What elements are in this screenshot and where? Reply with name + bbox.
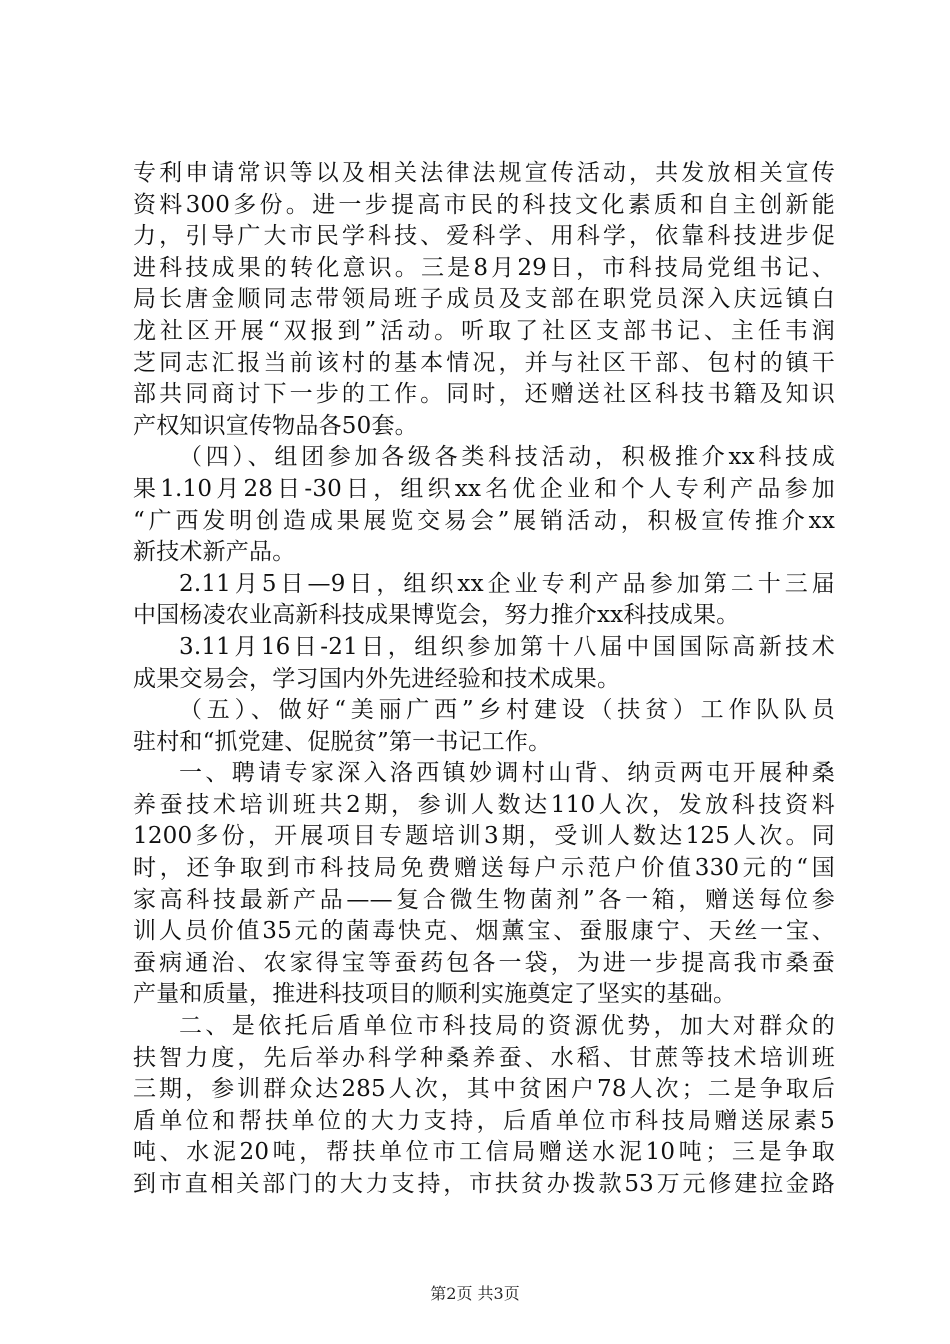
text-line: （五）、做好“美丽广西”乡村建设（扶贫）工作队队员 xyxy=(179,697,835,724)
text-line: “广西发明创造成果展览交易会”展销活动，积极宣传推介xx xyxy=(133,507,835,534)
text-line: 资料300多份。进一步提高市民的科技文化素质和自主创新能 xyxy=(133,191,835,218)
text-line: 部共同商讨下一步的工作。同时，还赠送社区科技书籍及知识 xyxy=(133,381,835,408)
text-line: 蚕病通治、农家得宝等蚕药包各一袋，为进一步提高我市桑蚕 xyxy=(133,949,835,976)
text-line: 产权知识宣传物品各50套。 xyxy=(133,412,418,439)
text-line: 三期，参训群众达285人次，其中贫困户78人次；二是争取后 xyxy=(133,1076,835,1103)
text-line: 果1.10月28日-30日，组织xx名优企业和个人专利产品参加 xyxy=(133,475,835,502)
text-line: 盾单位和帮扶单位的大力支持，后盾单位市科技局赠送尿素5 xyxy=(133,1107,835,1134)
text-line: 1200多份，开展项目专题培训3期，受训人数达125人次。同 xyxy=(133,823,835,850)
text-line: 成果交易会，学习国内外先进经验和技术成果。 xyxy=(133,665,621,692)
text-line: 一、聘请专家深入洛西镇妙调村山背、纳贡两屯开展种桑 xyxy=(179,760,835,787)
text-line: 产量和质量，推进科技项目的顺利实施奠定了坚实的基础。 xyxy=(133,981,737,1008)
text-line: 局长唐金顺同志带领局班子成员及支部在职党员深入庆远镇白 xyxy=(133,286,835,313)
text-line: 训人员价值35元的菌毒快克、烟薰宝、蚕服康宁、天丝一宝、 xyxy=(133,918,835,945)
text-line: 养蚕技术培训班共2期，参训人数达110人次，发放科技资料 xyxy=(133,791,835,818)
text-line: 中国杨凌农业高新科技成果博览会，努力推介xx科技成果。 xyxy=(133,602,740,629)
text-line: 芝同志汇报当前该村的基本情况，并与社区干部、包村的镇干 xyxy=(133,349,835,376)
text-line: 家高科技最新产品——复合微生物菌剂”各一箱，赠送每位参 xyxy=(133,886,835,913)
text-line: 进科技成果的转化意识。三是8月29日，市科技局党组书记、 xyxy=(133,254,835,281)
text-line: （四）、组团参加各级各类科技活动，积极推介xx科技成 xyxy=(179,444,835,471)
page-footer: 第2页 共3页 xyxy=(430,1284,520,1303)
text-line: 新技术新产品。 xyxy=(133,539,296,566)
text-line: 驻村和“抓党建、促脱贫”第一书记工作。 xyxy=(133,728,552,755)
text-line: 专利申请常识等以及相关法律法规宣传活动，共发放相关宣传 xyxy=(133,160,835,186)
text-line: 二、是依托后盾单位市科技局的资源优势，加大对群众的 xyxy=(179,1013,835,1040)
text-line: 龙社区开展“双报到”活动。听取了社区支部书记、主任韦润 xyxy=(133,317,835,344)
text-line: 力，引导广大市民学科技、爱科学、用科学，依靠科技进步促 xyxy=(133,223,835,250)
text-line: 时，还争取到市科技局免费赠送每户示范户价值330元的“国 xyxy=(133,855,835,882)
text-line: 到市直相关部门的大力支持，市扶贫办拨款53万元修建拉金路 xyxy=(133,1171,835,1197)
text-line: 吨、水泥20吨，帮扶单位市工信局赠送水泥10吨；三是争取 xyxy=(133,1139,835,1166)
text-line: 3.11月16日-21日，组织参加第十八届中国国际高新技术 xyxy=(179,633,835,660)
text-line: 扶智力度，先后举办科学种桑养蚕、水稻、甘蔗等技术培训班 xyxy=(133,1044,835,1071)
text-line: 2.11月5日—9日，组织xx企业专利产品参加第二十三届 xyxy=(179,570,835,597)
document-body xyxy=(133,158,835,1201)
